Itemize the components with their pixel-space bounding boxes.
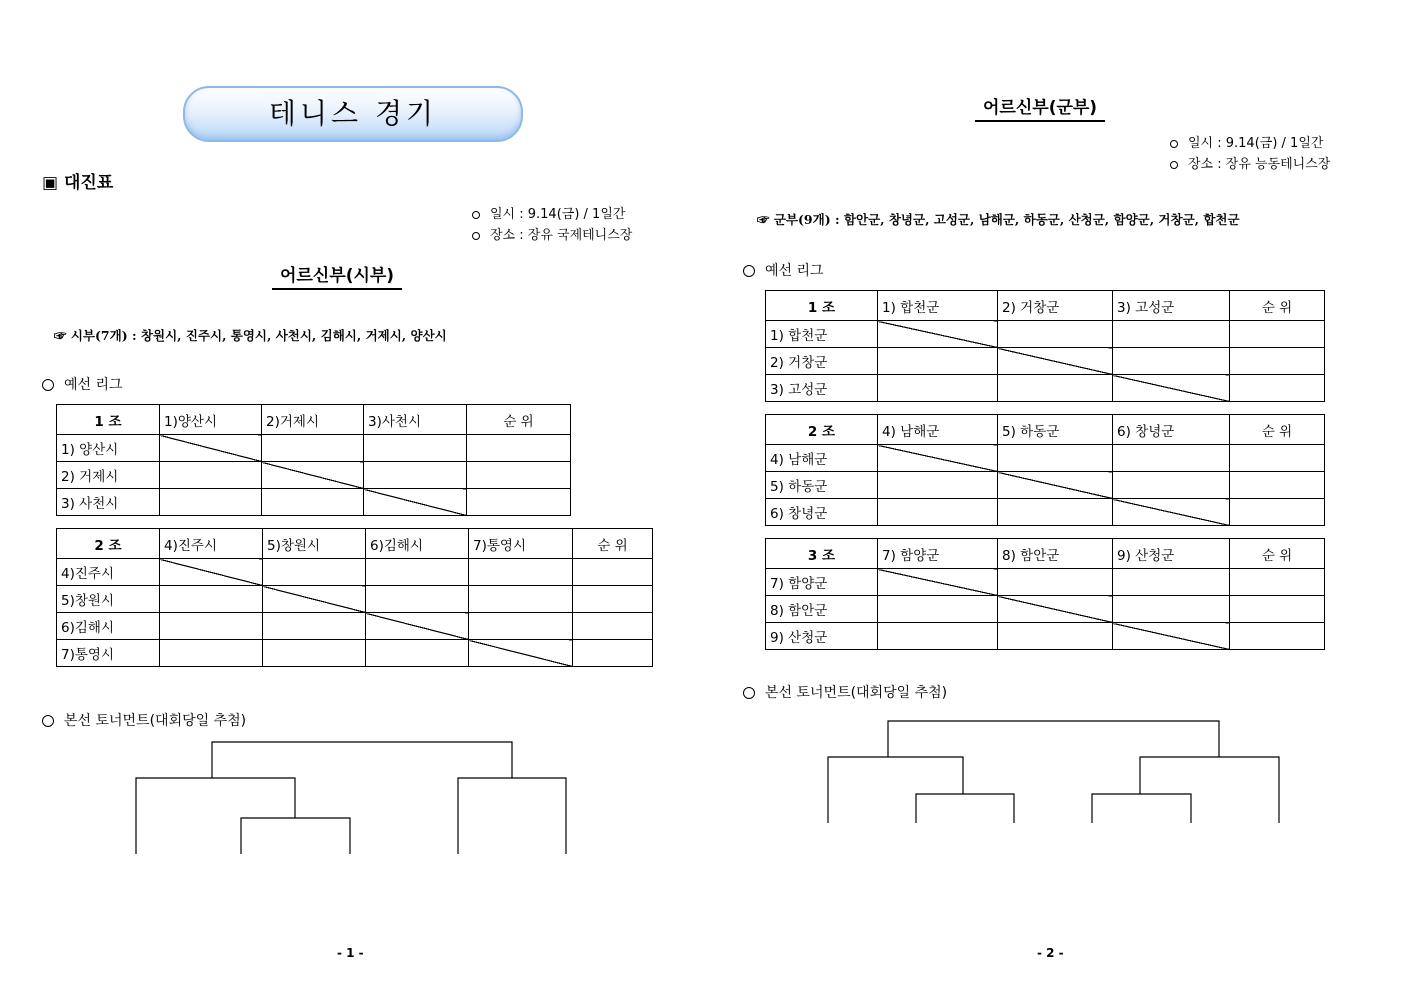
bracket-line bbox=[888, 721, 1219, 757]
bracket-line bbox=[1140, 757, 1279, 823]
row-header: 7) 함양군 bbox=[766, 569, 878, 596]
row-header: 1) 합천군 bbox=[766, 321, 878, 348]
bracket-line bbox=[916, 794, 1014, 823]
group-label: 3 조 bbox=[766, 539, 878, 569]
column-header: 2)거제시 bbox=[262, 405, 364, 435]
page1-number: - 1 - bbox=[337, 946, 364, 960]
bracket-line bbox=[828, 757, 963, 823]
rank-header: 순 위 bbox=[1230, 415, 1325, 445]
column-header: 3) 고성군 bbox=[1113, 291, 1230, 321]
column-header: 4) 남해군 bbox=[878, 415, 998, 445]
rank-header: 순 위 bbox=[1230, 539, 1325, 569]
row-header: 5) 하동군 bbox=[766, 472, 878, 499]
column-header: 4)진주시 bbox=[160, 529, 263, 559]
page2-number: - 2 - bbox=[1037, 946, 1064, 960]
row-header: 3) 고성군 bbox=[766, 375, 878, 402]
page1-prelim-label: 예선 리그 bbox=[42, 374, 123, 394]
group-label: 1 조 bbox=[57, 405, 160, 435]
bracket-line bbox=[1092, 794, 1191, 823]
row-header: 5)창원시 bbox=[57, 586, 160, 613]
rank-header: 순 위 bbox=[573, 529, 653, 559]
row-header: 2) 거창군 bbox=[766, 348, 878, 375]
row-header: 3) 사천시 bbox=[57, 489, 160, 516]
row-header: 9) 산청군 bbox=[766, 623, 878, 650]
page2-final-label: 본선 토너먼트(대회당일 추첨) bbox=[743, 682, 947, 702]
group-label: 2 조 bbox=[766, 415, 878, 445]
column-header: 5)창원시 bbox=[263, 529, 366, 559]
page1-date-info: 일시 : 9.14(금) / 1일간 bbox=[472, 203, 625, 222]
column-header: 5) 하동군 bbox=[998, 415, 1113, 445]
page1-venue-info: 장소 : 장유 국제테니스장 bbox=[472, 224, 632, 243]
row-header: 6)김해시 bbox=[57, 613, 160, 640]
page1-division-title: 어르신부(시부) bbox=[272, 261, 402, 290]
page2-division-title: 어르신부(군부) bbox=[975, 93, 1105, 122]
rank-header: 순 위 bbox=[467, 405, 571, 435]
row-header: 7)통영시 bbox=[57, 640, 160, 667]
row-header: 8) 함안군 bbox=[766, 596, 878, 623]
column-header: 9) 산청군 bbox=[1113, 539, 1230, 569]
row-header: 4) 남해군 bbox=[766, 445, 878, 472]
column-header: 7)통영시 bbox=[469, 529, 573, 559]
column-header: 3)사천시 bbox=[364, 405, 467, 435]
row-header: 6) 창녕군 bbox=[766, 499, 878, 526]
column-header: 7) 함양군 bbox=[878, 539, 998, 569]
page1-final-label: 본선 토너먼트(대회당일 추첨) bbox=[42, 710, 246, 730]
row-header: 1) 양산시 bbox=[57, 435, 160, 462]
row-header: 2) 거제시 bbox=[57, 462, 160, 489]
column-header: 6) 창녕군 bbox=[1113, 415, 1230, 445]
bracket-section-heading: ▣ 대진표 bbox=[42, 173, 114, 193]
column-header: 8) 함안군 bbox=[998, 539, 1113, 569]
row-header: 4)진주시 bbox=[57, 559, 160, 586]
page2-prelim-label: 예선 리그 bbox=[743, 260, 824, 280]
page2-teams-line: ☞ 군부(9개) : 함안군, 창녕군, 고성군, 남해군, 하동군, 산청군, 함양군, 거창군, 합천군 bbox=[757, 212, 1240, 227]
column-header: 6)김해시 bbox=[366, 529, 469, 559]
group-label: 2 조 bbox=[57, 529, 160, 559]
column-header: 1) 합천군 bbox=[878, 291, 998, 321]
page2-date-info: 일시 : 9.14(금) / 1일간 bbox=[1170, 132, 1323, 151]
page1-teams-line: ☞ 시부(7개) : 창원시, 진주시, 통영시, 사천시, 김해시, 거제시, 양산시 bbox=[54, 328, 447, 343]
rank-header: 순 위 bbox=[1230, 291, 1325, 321]
column-header: 2) 거창군 bbox=[998, 291, 1113, 321]
page2-venue-info: 장소 : 장유 능동테니스장 bbox=[1170, 153, 1330, 172]
group-label: 1 조 bbox=[766, 291, 878, 321]
page1-title: 테니스 경기 bbox=[183, 86, 523, 142]
column-header: 1)양산시 bbox=[160, 405, 262, 435]
